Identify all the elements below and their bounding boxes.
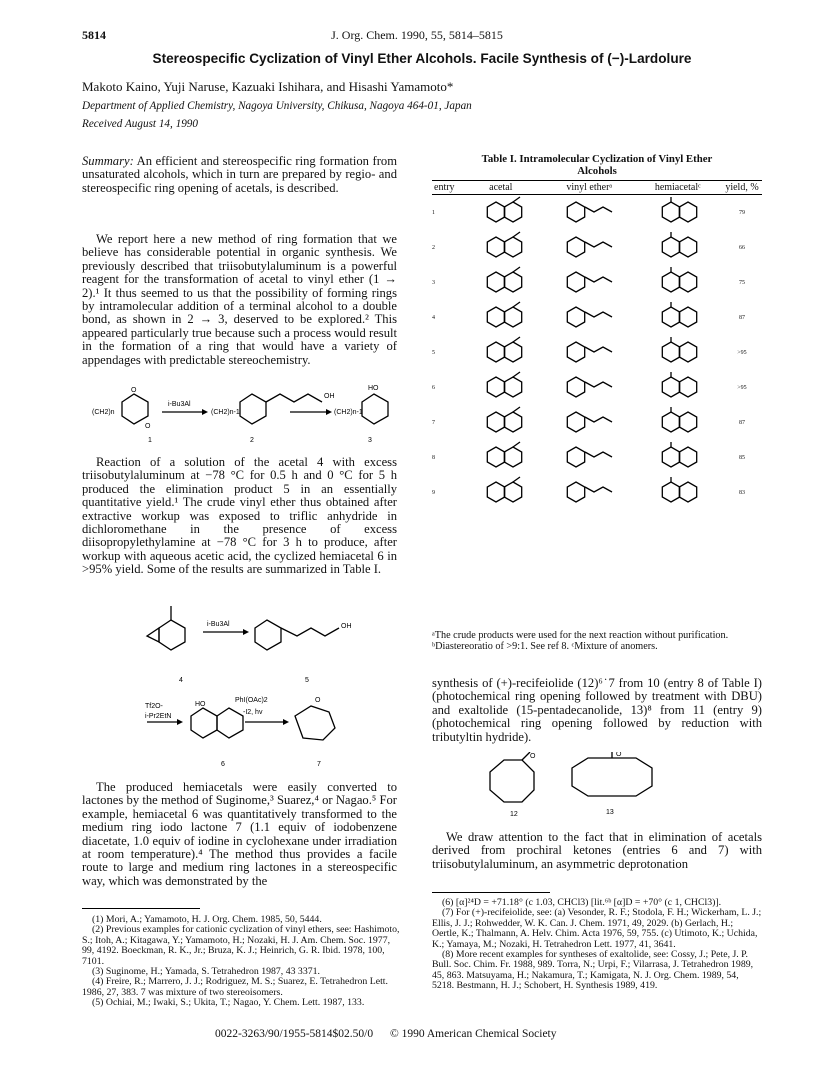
vinyl-ether-drawing — [554, 230, 624, 262]
footnote: (1) Mori, A.; Yamamoto, H. J. Org. Chem. 1985, 50, 5444. — [92, 914, 322, 925]
column-header: vinyl etherᵃ — [545, 181, 633, 195]
ring-bond — [487, 377, 504, 397]
chain-bond — [513, 302, 520, 307]
column-header: yield, % — [722, 181, 762, 195]
chain-bond — [513, 232, 520, 237]
ring-bond — [568, 202, 585, 222]
ring-bond — [504, 272, 521, 292]
vinyl-ether-structure — [545, 300, 633, 335]
chain-bond — [513, 197, 520, 202]
ring-bond — [679, 447, 696, 467]
scheme-2-reagent-3b: -I2, hv — [243, 709, 263, 716]
ring-bond — [679, 202, 696, 222]
svg-text:OH: OH — [324, 393, 335, 400]
entry-number: 4 — [432, 314, 435, 321]
yield-value: 87 — [739, 314, 745, 321]
ring-bond — [679, 482, 696, 502]
svg-text:HO: HO — [368, 385, 379, 392]
ring-bond — [568, 237, 585, 257]
page-number: 5814 — [82, 28, 106, 42]
ring-bond — [679, 307, 696, 327]
ring-bond — [662, 447, 679, 467]
ring-bond — [487, 272, 504, 292]
compound-label: 5 — [305, 677, 309, 684]
acetal-drawing — [466, 195, 536, 227]
ring-bond — [568, 377, 585, 397]
footnote: (5) Ochiai, M.; Iwaki, S.; Ukita, T.; Nagao, Y. Chem. Lett. 1987, 133. — [92, 997, 365, 1009]
scheme-3-figure — [480, 752, 680, 818]
compound-label: 2 — [250, 437, 254, 444]
page-footer — [215, 1028, 571, 1040]
hemiacetal-drawing — [643, 335, 713, 367]
chain-bond — [585, 242, 612, 247]
acetal-structure — [457, 265, 545, 300]
vinyl-ether-structure — [545, 370, 633, 405]
ring-bond — [504, 482, 521, 502]
footnote: (4) Freire, R.; Marrero, J. J.; Rodriguez, M. S.; Suarez, E. Tetrahedron Lett. 1986, 27, 383. 7 was mixture of two stereoisomers. — [82, 976, 388, 998]
table-row — [432, 230, 762, 265]
copyright: © 1990 American Chemical Society — [390, 1028, 557, 1040]
acetal-drawing — [466, 335, 536, 367]
ring-bond — [662, 272, 679, 292]
footnotes-left — [82, 915, 402, 1009]
footnote: (6) [α]²⁴D = +71.18° (c 1.03, CHCl3) [lit.⁶ᵇ [α]D = +70° (c 1, CHCl3)]. — [442, 897, 722, 908]
vinyl-ether-structure — [545, 475, 633, 510]
entry-number: 9 — [432, 489, 435, 496]
yield-value: 87 — [739, 419, 745, 426]
ring-bond — [504, 202, 521, 222]
hemiacetal-structure — [634, 405, 722, 440]
summary-label: Summary: — [82, 154, 134, 168]
ring-bond — [568, 272, 585, 292]
hemiacetal-drawing — [643, 195, 713, 227]
ring-bond — [679, 412, 696, 432]
hemiacetal-drawing — [643, 440, 713, 472]
svg-text:O: O — [530, 753, 536, 760]
chain-bond — [513, 442, 520, 447]
yield-value: >95 — [737, 384, 747, 391]
chain-bond — [585, 487, 612, 492]
vinyl-ether-structure — [545, 195, 633, 231]
hemiacetal-structure — [634, 195, 722, 231]
ring-bond — [504, 342, 521, 362]
table-footnote: ᵃThe crude products were used for the next reaction without purification. ᵇDiastereoratio of >9:1. See ref 8. ᶜMixture of anomers. — [432, 630, 729, 652]
vinyl-ether-structure — [545, 230, 633, 265]
table-row — [432, 195, 762, 231]
hemiacetal-drawing — [643, 265, 713, 297]
scheme-1-reagent: i-Bu3Al — [168, 401, 191, 408]
hemiacetal-structure — [634, 265, 722, 300]
acetal-structure — [457, 335, 545, 370]
svg-text:OH: OH — [341, 623, 352, 630]
affiliation: Department of Applied Chemistry, Nagoya University, Chikusa, Nagoya 464-01, Japan — [82, 100, 472, 112]
hemiacetal-structure — [634, 335, 722, 370]
vinyl-ether-drawing — [554, 370, 624, 402]
ring-bond — [662, 202, 679, 222]
vinyl-ether-structure — [545, 265, 633, 300]
svg-text:O: O — [131, 387, 137, 394]
scheme-2-reagent-2a: Tf2O- — [145, 703, 163, 710]
vinyl-ether-structure — [545, 440, 633, 475]
ring-bond — [568, 412, 585, 432]
entry-number: 7 — [432, 419, 435, 426]
chain-bond — [513, 477, 520, 482]
ring-bond — [487, 482, 504, 502]
hemiacetal-drawing — [643, 405, 713, 437]
svg-text:(CH2)n-1: (CH2)n-1 — [211, 409, 240, 416]
chain-bond — [585, 277, 612, 282]
table-i — [432, 180, 762, 510]
ring-bond — [662, 342, 679, 362]
acetal-drawing — [466, 265, 536, 297]
entry-number: 5 — [432, 349, 435, 356]
svg-text:(CH2)n-1: (CH2)n-1 — [334, 409, 363, 416]
svg-text:(CH2)n: (CH2)n — [92, 409, 115, 416]
table-caption-line-1: Table I. Intramolecular Cyclization of Vinyl Ether — [481, 153, 713, 165]
vinyl-ether-drawing — [554, 335, 624, 367]
hemiacetal-drawing — [643, 230, 713, 262]
compound-label: 12 — [510, 811, 518, 818]
ring-bond — [662, 377, 679, 397]
hemiacetal-structure — [634, 475, 722, 510]
table-header-row — [432, 181, 762, 195]
ring-bond — [504, 307, 521, 327]
yield-value: 83 — [739, 489, 745, 496]
chain-bond — [513, 337, 520, 342]
received-date: Received August 14, 1990 — [82, 118, 198, 130]
ring-bond — [568, 482, 585, 502]
compound-label: 4 — [179, 677, 183, 684]
acetal-drawing — [466, 300, 536, 332]
ring-bond — [504, 447, 521, 467]
yield-value: 66 — [739, 244, 745, 251]
vinyl-ether-structure — [545, 335, 633, 370]
compound-label: 1 — [148, 437, 152, 444]
entry-number: 1 — [432, 209, 435, 216]
ring-bond — [679, 237, 696, 257]
vinyl-ether-drawing — [554, 300, 624, 332]
compound-label: 7 — [317, 761, 321, 768]
ring-bond — [662, 237, 679, 257]
vinyl-ether-drawing — [554, 195, 624, 227]
hemiacetal-structure — [634, 370, 722, 405]
table-row — [432, 405, 762, 440]
ring-bond — [487, 237, 504, 257]
body-paragraph-1: We report here a new method of ring formation that we believe has considerable potential in organic synthesis. We previously described that triisobutylaluminum is a powerful reagent for the transformation of acetal to vinyl ether (1 → 2).¹ It thus seemed to us that the possibility of forming rings by intramolecular addition of a terminal alcohol to a double bond, as shown in 2 → 3, deserved to be explored.² This appeared particularly true because such a process would result in the formation of a ring that would have a variety of appendages with predictable stereochemistry. — [82, 232, 397, 367]
compound-label: 6 — [221, 761, 225, 768]
chain-bond — [513, 372, 520, 377]
hemiacetal-drawing — [643, 300, 713, 332]
article-code: 0022-3263/90/1955-5814$02.50/0 — [215, 1028, 374, 1040]
hemiacetal-structure — [634, 440, 722, 475]
chain-bond — [585, 417, 612, 422]
acetal-structure — [457, 195, 545, 231]
acetal-drawing — [466, 370, 536, 402]
ring-bond — [504, 377, 521, 397]
svg-text:O: O — [315, 697, 321, 704]
scheme-2-reagent-2b: i-Pr2EtN — [145, 713, 172, 720]
ring-bond — [487, 307, 504, 327]
vinyl-ether-drawing — [554, 440, 624, 472]
scheme-2-reagent-3a: PhI(OAc)2 — [235, 697, 268, 704]
ring-bond — [487, 447, 504, 467]
footnote-divider — [82, 908, 200, 909]
table-row — [432, 265, 762, 300]
vinyl-ether-drawing — [554, 265, 624, 297]
acetal-structure — [457, 405, 545, 440]
footnote: (8) More recent examples for syntheses of exaltolide, see: Cossy, J.; Pete, J. P. Bull. Soc. Chim. Fr. 1988, 989. Torra, N.; Urpi, F.; Vilarrasa, J. Tetrahedron 1989, 45, 863. Matsuyama, H.; Nakamura, T.; Kamigata, N. J. Org. Chem. 1989, 54, 5218. Bestmann, H. J.; Schobert, H. Synthesis 1989, 419. — [432, 949, 754, 992]
table-row — [432, 300, 762, 335]
compound-label: 13 — [606, 809, 614, 816]
acetal-drawing — [466, 440, 536, 472]
column-header: hemiacetalᶜ — [634, 181, 722, 195]
journal-citation: J. Org. Chem. 1990, 55, 5814–5815 — [331, 28, 503, 42]
hemiacetal-structure — [634, 300, 722, 335]
author-list: Makoto Kaino, Yuji Naruse, Kazuaki Ishihara, and Hisashi Yamamoto* — [82, 79, 454, 94]
vinyl-ether-structure — [545, 405, 633, 440]
summary-paragraph — [82, 155, 397, 195]
hemiacetal-structure — [634, 230, 722, 265]
column-header: acetal — [457, 181, 545, 195]
ring-bond — [504, 412, 521, 432]
ring-bond — [487, 412, 504, 432]
table-caption-line-2: Alcohols — [577, 165, 617, 177]
chain-bond — [513, 267, 520, 272]
table-row — [432, 370, 762, 405]
acetal-structure — [457, 440, 545, 475]
entry-number: 3 — [432, 279, 435, 286]
svg-text:O: O — [145, 423, 151, 430]
footnote-divider — [432, 892, 550, 893]
scheme-2-figure — [145, 598, 395, 773]
table-body — [432, 195, 762, 511]
footnote: (7) For (+)-recifeiolide, see: (a) Vesonder, R. F.; Stodola, F. H.; Wickerham, L. J.; Ellis, J. J.; Rohwedder, W. K. Can. J. Chem. 1971, 49, 2029. (b) Gerlach, H.; Oertle, K.; Thalmann, A. Helv. Chim. Acta 1976, 59, 755. (c) Utimoto, K.; Uchida, K.; Yamaya, M.; Nozaki, H. Tetrahedron Lett. 1977, 41, 3641. — [432, 907, 762, 950]
footnote: (3) Suginome, H.; Yamada, S. Tetrahedron 1987, 43 3371. — [92, 966, 320, 978]
footnotes-right — [432, 898, 762, 992]
ring-bond — [487, 202, 504, 222]
yield-value: >95 — [737, 349, 747, 356]
body-paragraph-4: synthesis of (+)-recifeiolide (12)⁶˙7 from 10 (entry 8 of Table I) (photochemical ring opening followed by treatment with DBU) and exaltolide (15-pentadecanolide, 13)⁸ from 11 (entry 9) (photochemical ring opening followed by reduction with tributyltin hydride). — [432, 676, 762, 744]
chain-bond — [585, 312, 612, 317]
table-row — [432, 475, 762, 510]
article-title: Stereospecific Cyclization of Vinyl Ether Alcohols. Facile Synthesis of (−)-Lardolure — [152, 51, 692, 66]
acetal-drawing — [466, 230, 536, 262]
ring-bond — [568, 307, 585, 327]
compound-label: 3 — [368, 437, 372, 444]
acetal-structure — [457, 475, 545, 510]
acetal-structure — [457, 370, 545, 405]
table-row — [432, 335, 762, 370]
acetal-drawing — [466, 405, 536, 437]
acetal-drawing — [466, 475, 536, 507]
svg-text:O: O — [616, 752, 622, 758]
acetal-structure — [457, 300, 545, 335]
footnote: (2) Previous examples for cationic cyclization of vinyl ethers, see: Hashimoto, S.; Itoh, A.; Kitagawa, Y.; Yamamoto, H.; Nozaki, H. J. Am. Chem. Soc. 1977, 99, 4192. Boeckman, R. K., Jr.; Bruza, K. J.; Heinrich, G. R. Ibid. 1978, 100, 7101. — [82, 924, 400, 967]
scheme-1-figure — [90, 382, 390, 446]
ring-bond — [679, 377, 696, 397]
ring-bond — [504, 237, 521, 257]
column-header: entry — [434, 182, 455, 193]
ring-bond — [568, 342, 585, 362]
entry-number: 2 — [432, 244, 435, 251]
ring-bond — [487, 342, 504, 362]
yield-value: 85 — [739, 454, 745, 461]
ring-bond — [662, 482, 679, 502]
ring-bond — [679, 272, 696, 292]
vinyl-ether-drawing — [554, 405, 624, 437]
entry-number: 8 — [432, 454, 435, 461]
ring-bond — [679, 342, 696, 362]
table-row — [432, 440, 762, 475]
ring-bond — [662, 412, 679, 432]
yield-value: 75 — [739, 279, 745, 286]
svg-text:HO: HO — [195, 701, 206, 708]
chain-bond — [585, 347, 612, 352]
acetal-structure — [457, 230, 545, 265]
hemiacetal-drawing — [643, 475, 713, 507]
yield-value: 79 — [739, 209, 745, 216]
entry-number: 6 — [432, 384, 435, 391]
chain-bond — [585, 452, 612, 457]
hemiacetal-drawing — [643, 370, 713, 402]
chain-bond — [585, 382, 612, 387]
body-paragraph-2: Reaction of a solution of the acetal 4 with excess triisobutylaluminum at −78 °C for 0.5 h and 0 °C for 5 h produced the elimination product 5 in an essentially quantitative yield.¹ The crude vinyl ether thus obtained after extractive workup was exposed to triflic anhydride in dichloromethane in the presence of excess diisopropylethylamine at −78 °C for 3 h to produce, after workup with aqueous acetic acid, the cyclized hemiacetal 6 in >95% yield. Some of the results are summarized in Table I. — [82, 455, 397, 577]
body-paragraph-3: The produced hemiacetals were easily converted to lactones by the method of Suginome,³ Suarez,⁴ or Nagao.⁵ For example, hemiacetal 6 was quantitatively transformed to the medium ring iodo lactone 7 (1.1 equiv of iodobenzene diacetate, 1.0 equiv of iodine in cyclohexane under irradiation at room temperature).⁴ The method thus provides a facile route to large and medium ring lactones in a stereospecific way, which was demonstrated by the — [82, 780, 397, 888]
chain-bond — [513, 407, 520, 412]
chain-bond — [585, 207, 612, 212]
vinyl-ether-drawing — [554, 475, 624, 507]
summary-text: An efficient and stereospecific ring formation from unsaturated alcohols, which in turn are prepared by regio- and stereospecific ring opening of acetals, is described. — [82, 154, 397, 195]
scheme-2-reagent-1: i-Bu3Al — [207, 621, 230, 628]
ring-bond — [568, 447, 585, 467]
body-paragraph-5: We draw attention to the fact that in elimination of acetals derived from prochiral ketones (entries 6 and 7) with triisobutylaluminum, an asymmetric deprotonation — [432, 830, 762, 871]
table-caption — [432, 153, 762, 177]
ring-bond — [662, 307, 679, 327]
